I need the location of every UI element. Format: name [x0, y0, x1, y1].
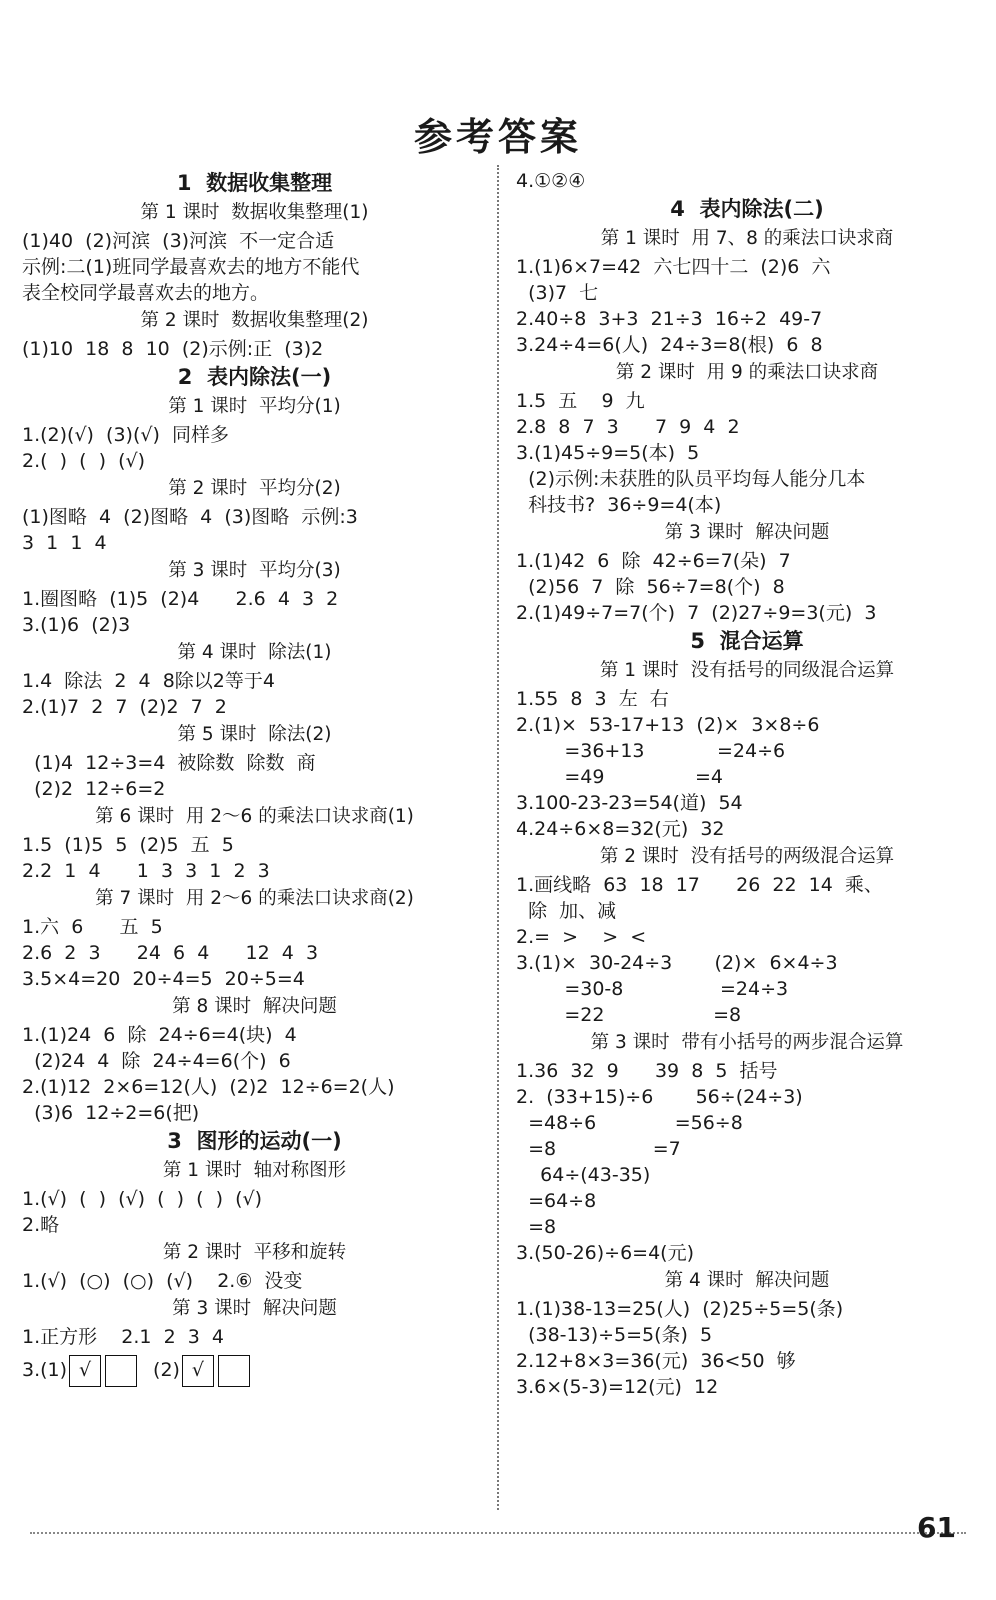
answer-line: 3.6×(5-3)=12(元) 12 [516, 1376, 719, 1398]
answer-line: 2.8 8 7 3 7 9 4 2 [516, 416, 740, 438]
lesson-heading: 第 2 课时 平均分(2) [168, 478, 341, 499]
answer-line: 1.(1)38-13=25(人) (2)25÷5=5(条) [516, 1298, 844, 1320]
lesson-heading: 第 2 课时 平移和旋转 [162, 1242, 347, 1263]
lesson-heading: 第 6 课时 用 2～6 的乘法口诀求商(1) [95, 806, 414, 827]
answer-line: 1.55 8 3 左 右 [516, 688, 669, 710]
section-heading: 4 表内除法(二) [670, 197, 824, 221]
lesson-heading: 第 3 课时 平均分(3) [168, 560, 341, 581]
answer-line: (1)10 18 8 10 (2)示例:正 (3)2 [22, 338, 324, 360]
answer-line: 表全校同学最喜欢去的地方。 [22, 282, 270, 304]
answer-line: 3.100-23-23=54(道) 54 [516, 792, 743, 814]
answer-line: (2)56 7 除 56÷7=8(个) 8 [516, 576, 785, 598]
answer-line: (3)7 七 [516, 282, 599, 304]
lesson-heading: 第 4 课时 除法(1) [177, 642, 332, 663]
lesson-heading: 第 3 课时 带有小括号的两步混合运算 [590, 1032, 904, 1053]
lesson-heading: 第 8 课时 解决问题 [172, 996, 337, 1017]
answer-line: 2.(1)12 2×6=12(人) (2)2 12÷6=2(人) [22, 1076, 395, 1098]
answer-line: =64÷8 [516, 1190, 597, 1212]
column-divider [497, 165, 499, 1510]
answer-line: =49 =4 [516, 766, 724, 788]
answer-line: =36+13 =24÷6 [516, 740, 786, 762]
section-heading: 1 数据收集整理 [176, 171, 333, 195]
lesson-heading: 第 4 课时 解决问题 [664, 1270, 830, 1291]
answer-line-boxes [22, 1350, 487, 1390]
answer-label: 3.(1) [22, 1359, 68, 1381]
answer-line: 2.(1)7 2 7 (2)2 7 2 [22, 696, 227, 718]
answer-line: 1.(1)6×7=42 六七四十二 (2)6 六 [516, 256, 831, 278]
answer-line: (1)4 12÷3=4 被除数 除数 商 [22, 752, 316, 774]
lesson-heading: 第 2 课时 用 9 的乘法口诀求商 [615, 362, 879, 383]
answer-line: 3 1 1 4 [22, 532, 107, 554]
answer-line: 4.①②④ [516, 170, 586, 192]
lesson-heading: 第 2 课时 没有括号的两级混合运算 [599, 846, 895, 867]
lesson-heading: 第 1 课时 平均分(1) [168, 396, 341, 417]
checkbox-empty [218, 1355, 250, 1387]
answer-line: 3.5×4=20 20÷4=5 20÷5=4 [22, 968, 305, 990]
answer-line: (3)6 12÷2=6(把) [22, 1102, 200, 1124]
answer-label: (2) [153, 1359, 180, 1381]
answer-line: 1.(1)42 6 除 42÷6=7(朵) 7 [516, 550, 791, 572]
footer-rule [30, 1532, 966, 1534]
lesson-heading: 第 3 课时 解决问题 [172, 1298, 337, 1319]
answer-line: =30-8 =24÷3 [516, 978, 789, 1000]
answer-line: 2.6 2 3 24 6 4 12 4 3 [22, 942, 319, 964]
checkbox-checked: √ [69, 1355, 101, 1387]
answer-line: (1)图略 4 (2)图略 4 (3)图略 示例:3 [22, 506, 358, 528]
answer-line: 2.略 [22, 1214, 60, 1236]
checkbox-checked: √ [182, 1355, 214, 1387]
answer-line: 3.(1)6 (2)3 [22, 614, 131, 636]
left-column [22, 168, 487, 1390]
section-heading: 3 图形的运动(一) [167, 1129, 342, 1153]
answer-line: =8 =7 [516, 1138, 681, 1160]
answer-line: 示例:二(1)班同学最喜欢去的地方不能代 [22, 256, 360, 278]
answer-line: 1.画线略 63 18 17 26 22 14 乘、 [516, 874, 883, 896]
answer-line: 2.= > > < [516, 926, 647, 948]
answer-line: 4.24÷6×8=32(元) 32 [516, 818, 725, 840]
answer-line: 1.4 除法 2 4 8除以2等于4 [22, 670, 275, 692]
answer-line: 3.(1)× 30-24÷3 (2)× 6×4÷3 [516, 952, 838, 974]
answer-line: 1.六 6 五 5 [22, 916, 163, 938]
lesson-heading: 第 7 课时 用 2～6 的乘法口诀求商(2) [95, 888, 414, 909]
lesson-heading: 第 3 课时 解决问题 [664, 522, 830, 543]
answer-line: 2. (33+15)÷6 56÷(24÷3) [516, 1086, 803, 1108]
answer-line: (1)40 (2)河滨 (3)河滨 不一定合适 [22, 230, 335, 252]
answer-line: 1.5 五 9 九 [516, 390, 645, 412]
answer-line: 1.(√) (○) (○) (√) 2.⑥ 没变 [22, 1270, 303, 1292]
answer-line: =8 [516, 1216, 557, 1238]
answer-line: 1.正方形 2.1 2 3 4 [22, 1326, 225, 1348]
right-column [516, 168, 978, 1400]
answer-line: (2)24 4 除 24÷4=6(个) 6 [22, 1050, 291, 1072]
answer-line: 1.圈图略 (1)5 (2)4 2.6 4 3 2 [22, 588, 339, 610]
page-title: 参考答案 [413, 115, 582, 159]
answer-line: 1.(√) ( ) (√) ( ) ( ) (√) [22, 1188, 263, 1210]
lesson-heading: 第 1 课时 用 7、8 的乘法口诀求商 [600, 228, 894, 249]
lesson-heading: 第 1 课时 轴对称图形 [162, 1160, 347, 1181]
answer-line: 2.(1)× 53-17+13 (2)× 3×8÷6 [516, 714, 820, 736]
answer-line: 3.(50-26)÷6=4(元) [516, 1242, 695, 1264]
answer-line: 1.(1)24 6 除 24÷6=4(块) 4 [22, 1024, 297, 1046]
answer-line: 科技书? 36÷9=4(本) [516, 494, 722, 516]
lesson-heading: 第 2 课时 数据收集整理(2) [140, 310, 369, 331]
section-heading: 5 混合运算 [690, 629, 804, 653]
answer-line: 2.(1)49÷7=7(个) 7 (2)27÷9=3(元) 3 [516, 602, 877, 624]
answer-line: 2.( ) ( ) (√) [22, 450, 146, 472]
answer-line: =48÷6 =56÷8 [516, 1112, 743, 1134]
answer-line: =22 =8 [516, 1004, 742, 1026]
lesson-heading: 第 5 课时 除法(2) [177, 724, 332, 745]
answer-line: (38-13)÷5=5(条) 5 [516, 1324, 713, 1346]
answer-line: 1.5 (1)5 5 (2)5 五 5 [22, 834, 234, 856]
answer-line: 3.24÷4=6(人) 24÷3=8(根) 6 8 [516, 334, 823, 356]
answer-line: 64÷(43-35) [516, 1164, 651, 1186]
lesson-heading: 第 1 课时 没有括号的同级混合运算 [599, 660, 895, 681]
answer-line: (2)示例:未获胜的队员平均每人能分几本 [516, 468, 866, 490]
answer-line: 除 加、减 [516, 900, 617, 922]
answer-line: 2.2 1 4 1 3 3 1 2 3 [22, 860, 270, 882]
checkbox-empty [105, 1355, 137, 1387]
answer-line: 2.40÷8 3+3 21÷3 16÷2 49-7 [516, 308, 823, 330]
answer-line: 3.(1)45÷9=5(本) 5 [516, 442, 700, 464]
lesson-heading: 第 1 课时 数据收集整理(1) [140, 202, 369, 223]
answer-line: 1.(2)(√) (3)(√) 同样多 [22, 424, 229, 446]
answer-line: 1.36 32 9 39 8 5 括号 [516, 1060, 778, 1082]
answer-line: 2.12+8×3=36(元) 36<50 够 [516, 1350, 796, 1372]
section-heading: 2 表内除法(一) [177, 365, 332, 389]
answer-line: (2)2 12÷6=2 [22, 778, 166, 800]
page-number: 61 [917, 1511, 956, 1544]
